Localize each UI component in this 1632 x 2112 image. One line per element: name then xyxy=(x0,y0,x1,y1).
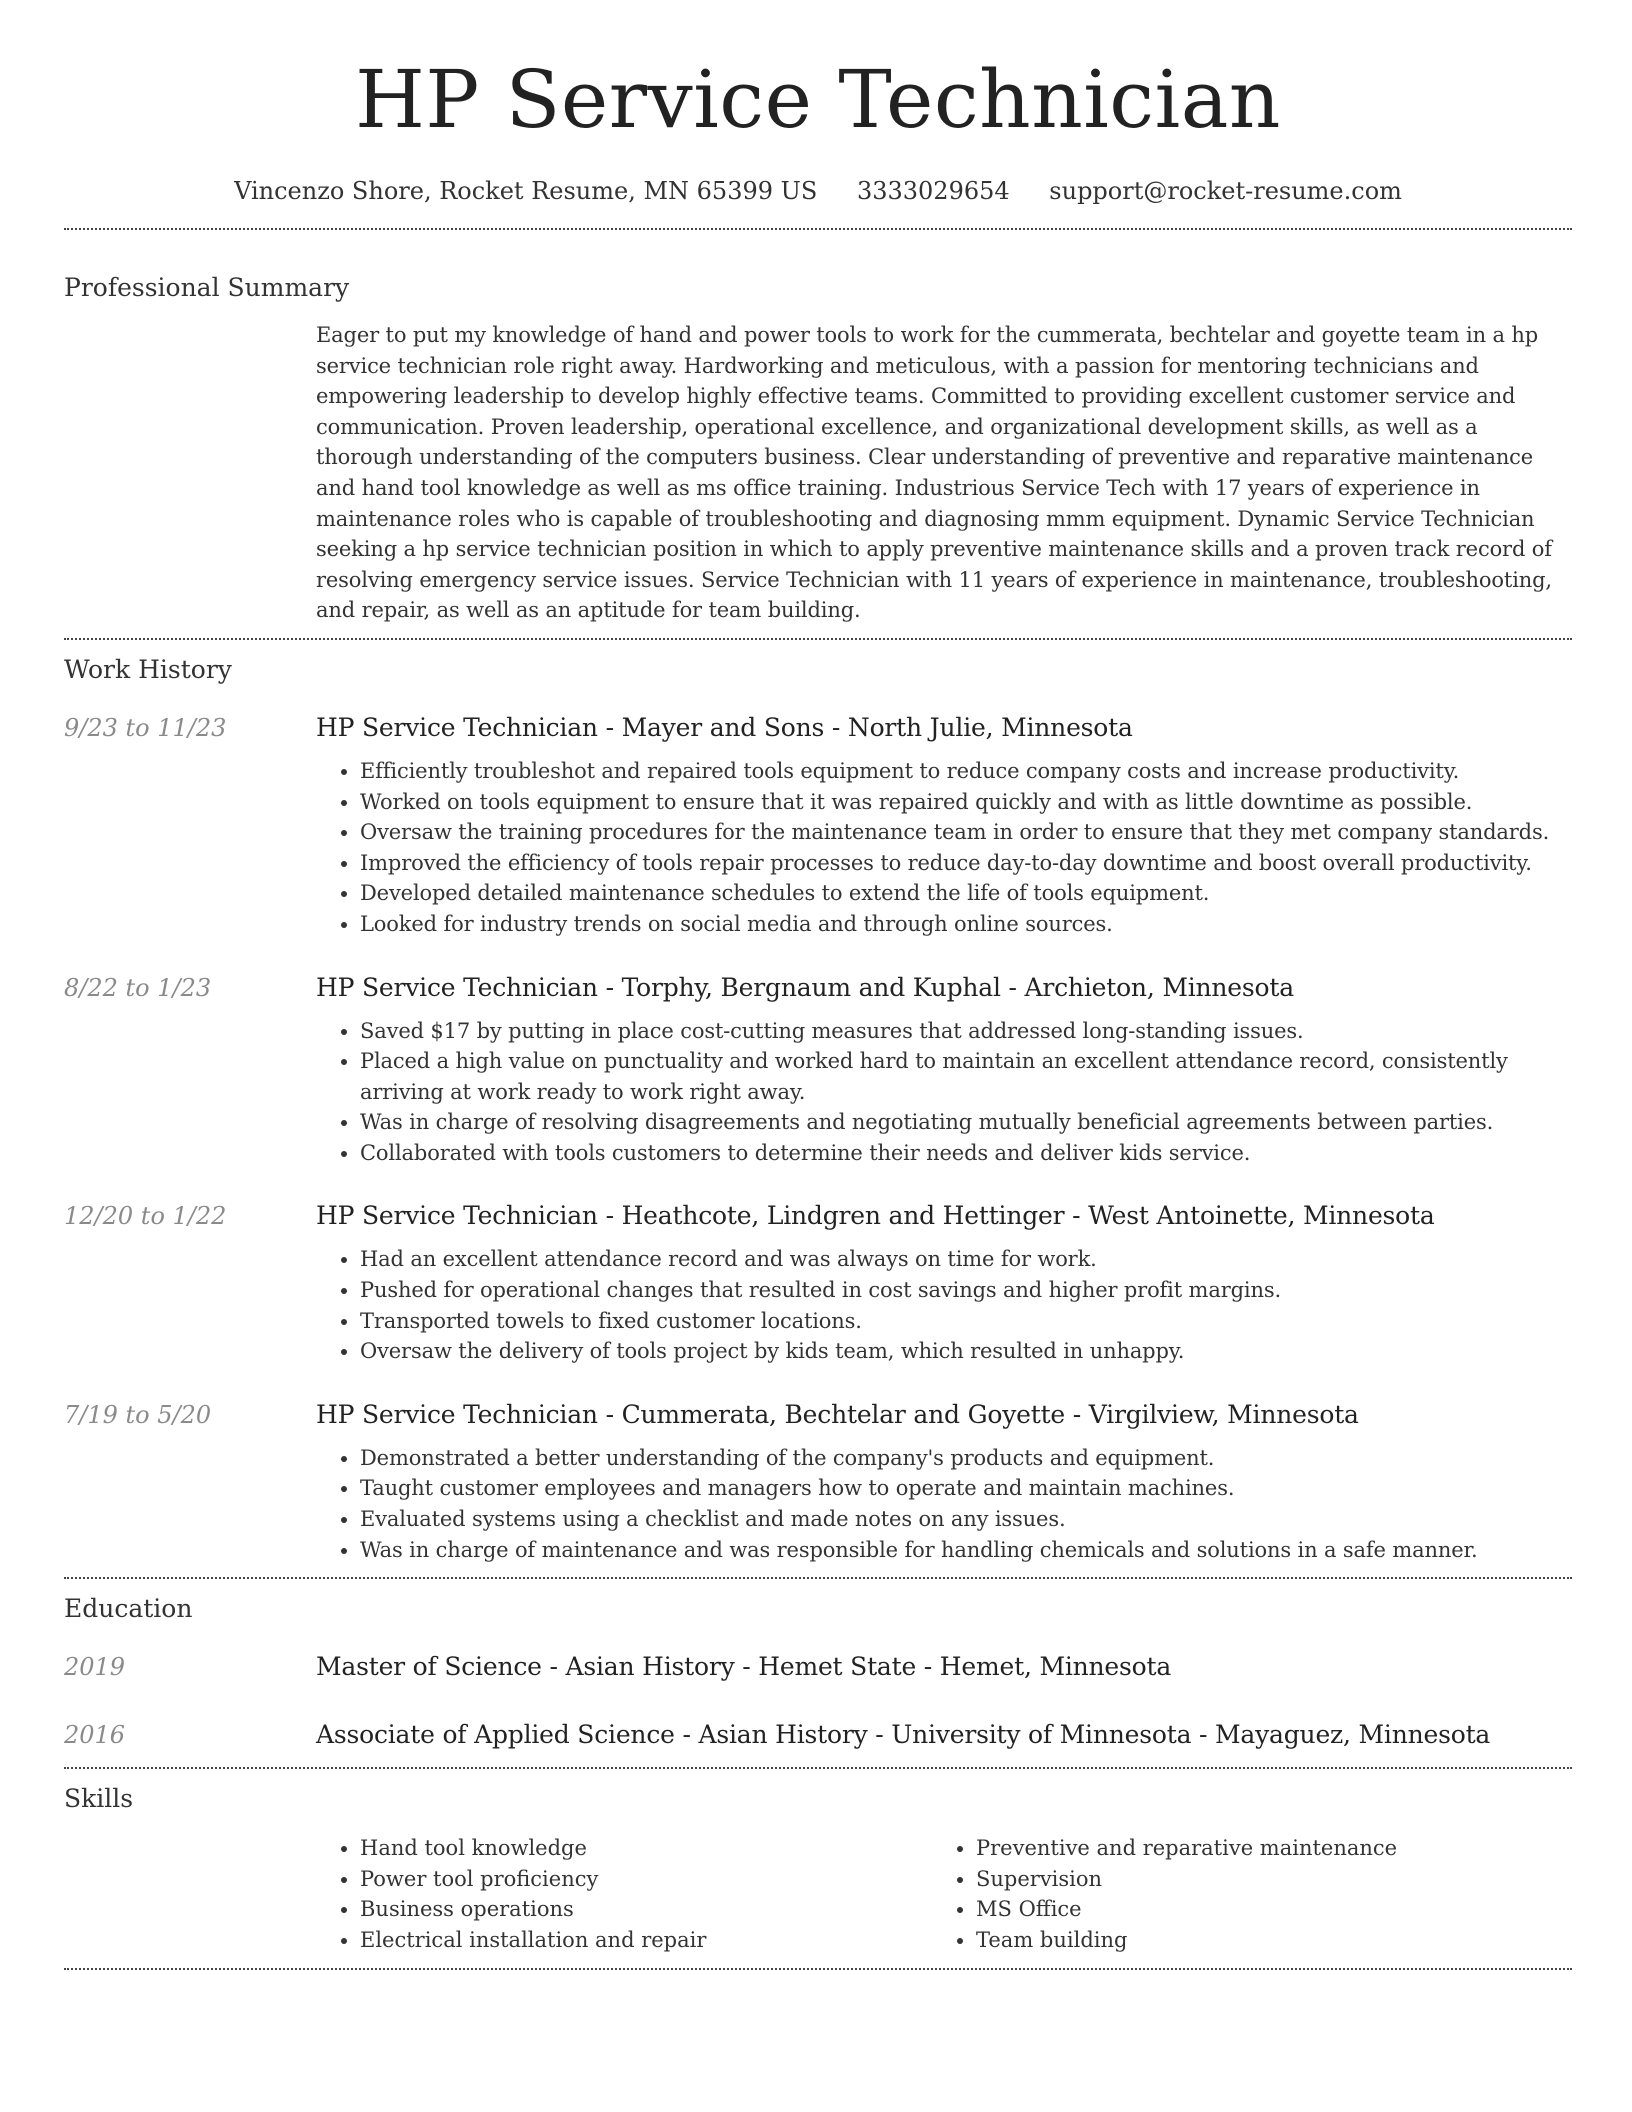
contact-line xyxy=(64,174,1572,208)
section-title-work: Work History xyxy=(64,654,232,684)
job-dates: 12/20 to 1/22 xyxy=(64,1202,227,1231)
skills-column-right xyxy=(932,1833,1548,1955)
section-title-skills: Skills xyxy=(64,1784,134,1814)
skills-list xyxy=(316,1833,932,1955)
list-item: • Saved $17 by putting in place cost-cutting measures that addressed long-standing issues. xyxy=(360,1016,1572,1047)
list-item: • Transported towels to fixed customer locations. xyxy=(360,1306,1572,1337)
divider xyxy=(64,1577,1572,1579)
skills-grid xyxy=(316,1833,1572,1955)
job-bullets xyxy=(316,1016,1572,1169)
job-title: HP Service Technician - Heathcote, Lindgren and Hettinger - West Antoinette, Minnesota xyxy=(316,1201,1435,1231)
section-title-summary: Professional Summary xyxy=(64,273,350,302)
contact-address: Vincenzo Shore, Rocket Resume, MN 65399 US xyxy=(234,177,818,205)
education-degree: Associate of Applied Science - Asian History - University of Minnesota - Mayaguez, Minnesota xyxy=(316,1720,1491,1750)
summary-text: Eager to put my knowledge of hand and power tools to work for the cummerata, bechtelar and goyette team in a hp service technician role right away. Hardworking and meticulous, with a passion for mentoring technicians and empowering leadership to develop highly effective teams. Committed to providing excellent customer service and communication. Proven leadership, operational excellence, and organizational development skills, as well as a thorough understanding of the computers business. Clear understanding of preventive and reparative maintenance and hand tool knowledge as well as ms office training. Industrious Service Tech with 17 years of experience in maintenance roles who is capable of troubleshooting and diagnosing mmm equipment. Dynamic Service Technician seeking a hp service technician position in which to apply preventive maintenance skills and a proven track record of resolving emergency service issues. Service Technician with 11 years of experience in maintenance, troubleshooting, and repair, as well as an aptitude for team building. xyxy=(316,323,1552,623)
list-item: • Oversaw the training procedures for the maintenance team in order to ensure that they met company standards. xyxy=(360,817,1572,848)
section-title-education: Education xyxy=(64,1594,193,1624)
list-item: • Taught customer employees and managers how to operate and maintain machines. xyxy=(360,1473,1572,1504)
job-entry xyxy=(64,968,1572,1169)
skills-list xyxy=(932,1833,1548,1955)
list-item: • Placed a high value on punctuality and worked hard to maintain an excellent attendance record, consistently arriving at work ready to work right away. xyxy=(360,1046,1572,1107)
skill-item: • Hand tool knowledge xyxy=(360,1833,932,1864)
skill-item: • Power tool proficiency xyxy=(360,1864,932,1895)
divider xyxy=(64,228,1572,230)
job-bullets xyxy=(316,1443,1572,1565)
list-item: • Was in charge of resolving disagreements and negotiating mutually beneficial agreements between parties. xyxy=(360,1107,1572,1138)
skills-section xyxy=(64,1779,1572,1955)
skill-item: • Team building xyxy=(976,1925,1548,1956)
list-item: • Collaborated with tools customers to determine their needs and deliver kids service. xyxy=(360,1138,1572,1169)
list-item: • Had an excellent attendance record and was always on time for work. xyxy=(360,1244,1572,1275)
education-year: 2016 xyxy=(64,1721,126,1750)
list-item: • Evaluated systems using a checklist and made notes on any issues. xyxy=(360,1504,1572,1535)
skill-item: • Preventive and reparative maintenance xyxy=(976,1833,1548,1864)
list-item: • Oversaw the delivery of tools project by kids team, which resulted in unhappy. xyxy=(360,1336,1572,1367)
job-title: HP Service Technician - Torphy, Bergnaum and Kuphal - Archieton, Minnesota xyxy=(316,972,1294,1002)
list-item: • Pushed for operational changes that resulted in cost savings and higher profit margins. xyxy=(360,1275,1572,1306)
job-entry xyxy=(64,1196,1572,1366)
list-item: • Looked for industry trends on social media and through online sources. xyxy=(360,909,1572,940)
education-degree: Master of Science - Asian History - Hemet State - Hemet, Minnesota xyxy=(316,1652,1172,1682)
education-year: 2019 xyxy=(64,1653,126,1682)
work-section xyxy=(64,650,1572,1565)
list-item: • Demonstrated a better understanding of the company's products and equipment. xyxy=(360,1443,1572,1474)
skill-item: • Business operations xyxy=(360,1894,932,1925)
job-dates: 7/19 to 5/20 xyxy=(64,1400,212,1429)
contact-phone: 3333029654 xyxy=(856,177,1010,205)
list-item: • Efficiently troubleshot and repaired tools equipment to reduce company costs and increase productivity. xyxy=(360,756,1572,787)
job-bullets xyxy=(316,1244,1572,1366)
list-item: • Worked on tools equipment to ensure that it was repaired quickly and with as little downtime as possible. xyxy=(360,787,1572,818)
list-item: • Improved the efficiency of tools repair processes to reduce day-to-day downtime and boost overall productivity. xyxy=(360,848,1572,879)
job-title: HP Service Technician - Cummerata, Bechtelar and Goyette - Virgilview, Minnesota xyxy=(316,1399,1359,1429)
list-item: • Was in charge of maintenance and was responsible for handling chemicals and solutions in a safe manner. xyxy=(360,1535,1572,1566)
skill-item: • Electrical installation and repair xyxy=(360,1925,932,1956)
job-entry xyxy=(64,1395,1572,1565)
divider xyxy=(64,1968,1572,1970)
contact-email: support@rocket-resume.com xyxy=(1049,177,1402,205)
resume-page xyxy=(64,0,1572,1970)
job-dates: 9/23 to 11/23 xyxy=(64,713,227,742)
skills-column-left xyxy=(316,1833,932,1955)
divider xyxy=(64,638,1572,640)
divider xyxy=(64,1767,1572,1769)
job-title: HP Service Technician - Mayer and Sons - North Julie, Minnesota xyxy=(316,712,1133,742)
skill-item: • MS Office xyxy=(976,1894,1548,1925)
list-item: • Developed detailed maintenance schedules to extend the life of tools equipment. xyxy=(360,878,1572,909)
skill-item: • Supervision xyxy=(976,1864,1548,1895)
job-dates: 8/22 to 1/23 xyxy=(64,973,212,1002)
summary-section xyxy=(64,268,1572,626)
education-entry xyxy=(64,1715,1572,1755)
job-bullets xyxy=(316,756,1572,940)
education-section xyxy=(64,1589,1572,1755)
job-entry xyxy=(64,708,1572,940)
education-entry xyxy=(64,1647,1572,1687)
candidate-name: HP Service Technician xyxy=(355,53,1281,146)
